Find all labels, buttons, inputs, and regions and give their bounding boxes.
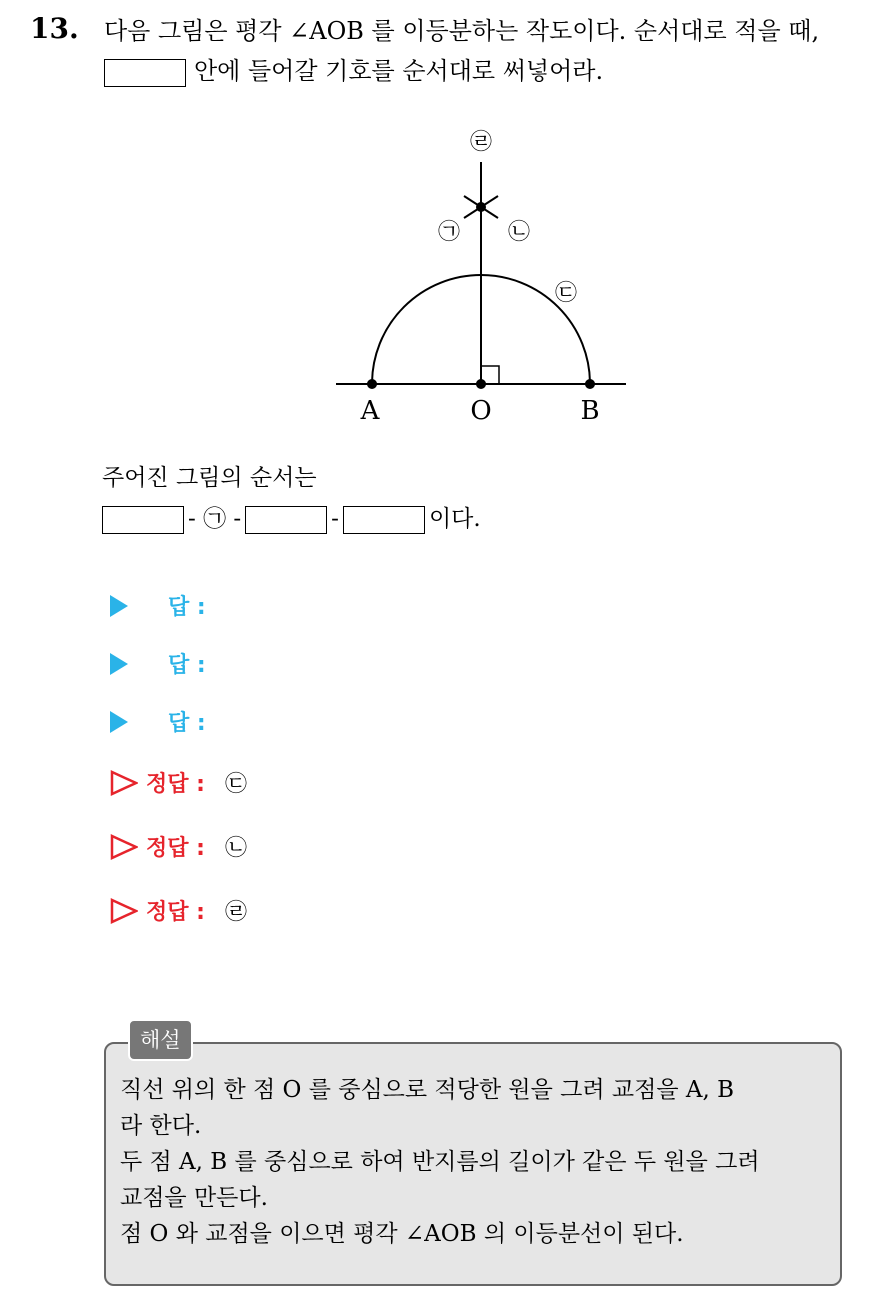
point-o (476, 379, 486, 389)
question-line-1: 다음 그림은 평각 ∠AOB 를 이등분하는 작도이다. 순서대로 적을 때, (104, 17, 820, 45)
correct-value: ㉢ (224, 772, 247, 797)
label-b: B (580, 396, 600, 426)
construction-figure (320, 118, 640, 428)
correct-row-3 (110, 895, 247, 926)
correct-label: 정답 : (146, 772, 205, 797)
question-number: 13. (30, 12, 79, 45)
caption-sep-1: - ㉠ - (188, 506, 242, 532)
solution-line: 두 점 A, B 를 중심으로 하여 반지름의 길이가 같은 두 원을 그려 (120, 1149, 760, 1175)
solution-line: 직선 위의 한 점 O 를 중심으로 적당한 원을 그려 교점을 A, B (120, 1077, 734, 1103)
label-a: A (360, 396, 380, 426)
answer-arrow-icon (110, 711, 128, 733)
answer-arrow-icon (110, 595, 128, 617)
caption-sep-2: - (331, 506, 339, 532)
answer-label: 답 : (168, 595, 206, 620)
caption-suffix: 이다. (428, 506, 481, 532)
solution-text (120, 1072, 832, 1252)
answer-label: 답 : (168, 711, 206, 736)
solution-line: 점 O 와 교점을 이으면 평각 ∠AOB 의 이등분선이 된다. (120, 1221, 684, 1247)
answer-label: 답 : (168, 653, 206, 678)
correct-arrow-icon (110, 834, 138, 860)
solution-line: 교점을 만든다. (120, 1185, 268, 1211)
label-d: ㉢ (554, 281, 578, 306)
correct-label: 정답 : (146, 836, 205, 861)
intersection-point (476, 202, 486, 212)
solution-tag: 해설 (128, 1019, 193, 1061)
answer-row-1 (110, 590, 206, 621)
caption-blank-1 (102, 506, 184, 534)
point-a (367, 379, 377, 389)
question-line-2-text: 안에 들어갈 기호를 순서대로 써넣어라. (194, 57, 604, 85)
correct-row-1 (110, 767, 247, 798)
label-o: O (470, 396, 492, 426)
caption-blank-3 (343, 506, 425, 534)
caption-line-2 (102, 503, 481, 535)
caption-blank-2 (245, 506, 327, 534)
caption-line-1: 주어진 그림의 순서는 (102, 465, 317, 491)
correct-value: ㉣ (224, 900, 247, 925)
solution-line: 라 한다. (120, 1113, 202, 1139)
question-line-2 (104, 54, 603, 88)
point-b (585, 379, 595, 389)
correct-arrow-icon (110, 770, 138, 796)
answer-row-3 (110, 706, 206, 737)
label-r: ㉣ (469, 130, 493, 155)
correct-arrow-icon (110, 898, 138, 924)
correct-label: 정답 : (146, 900, 205, 925)
answer-row-2 (110, 648, 206, 679)
label-n: ㉡ (507, 220, 531, 245)
blank-box (104, 59, 186, 87)
correct-row-2 (110, 831, 247, 862)
answer-arrow-icon (110, 653, 128, 675)
correct-value: ㉡ (224, 836, 247, 861)
label-g: ㉠ (437, 220, 461, 245)
